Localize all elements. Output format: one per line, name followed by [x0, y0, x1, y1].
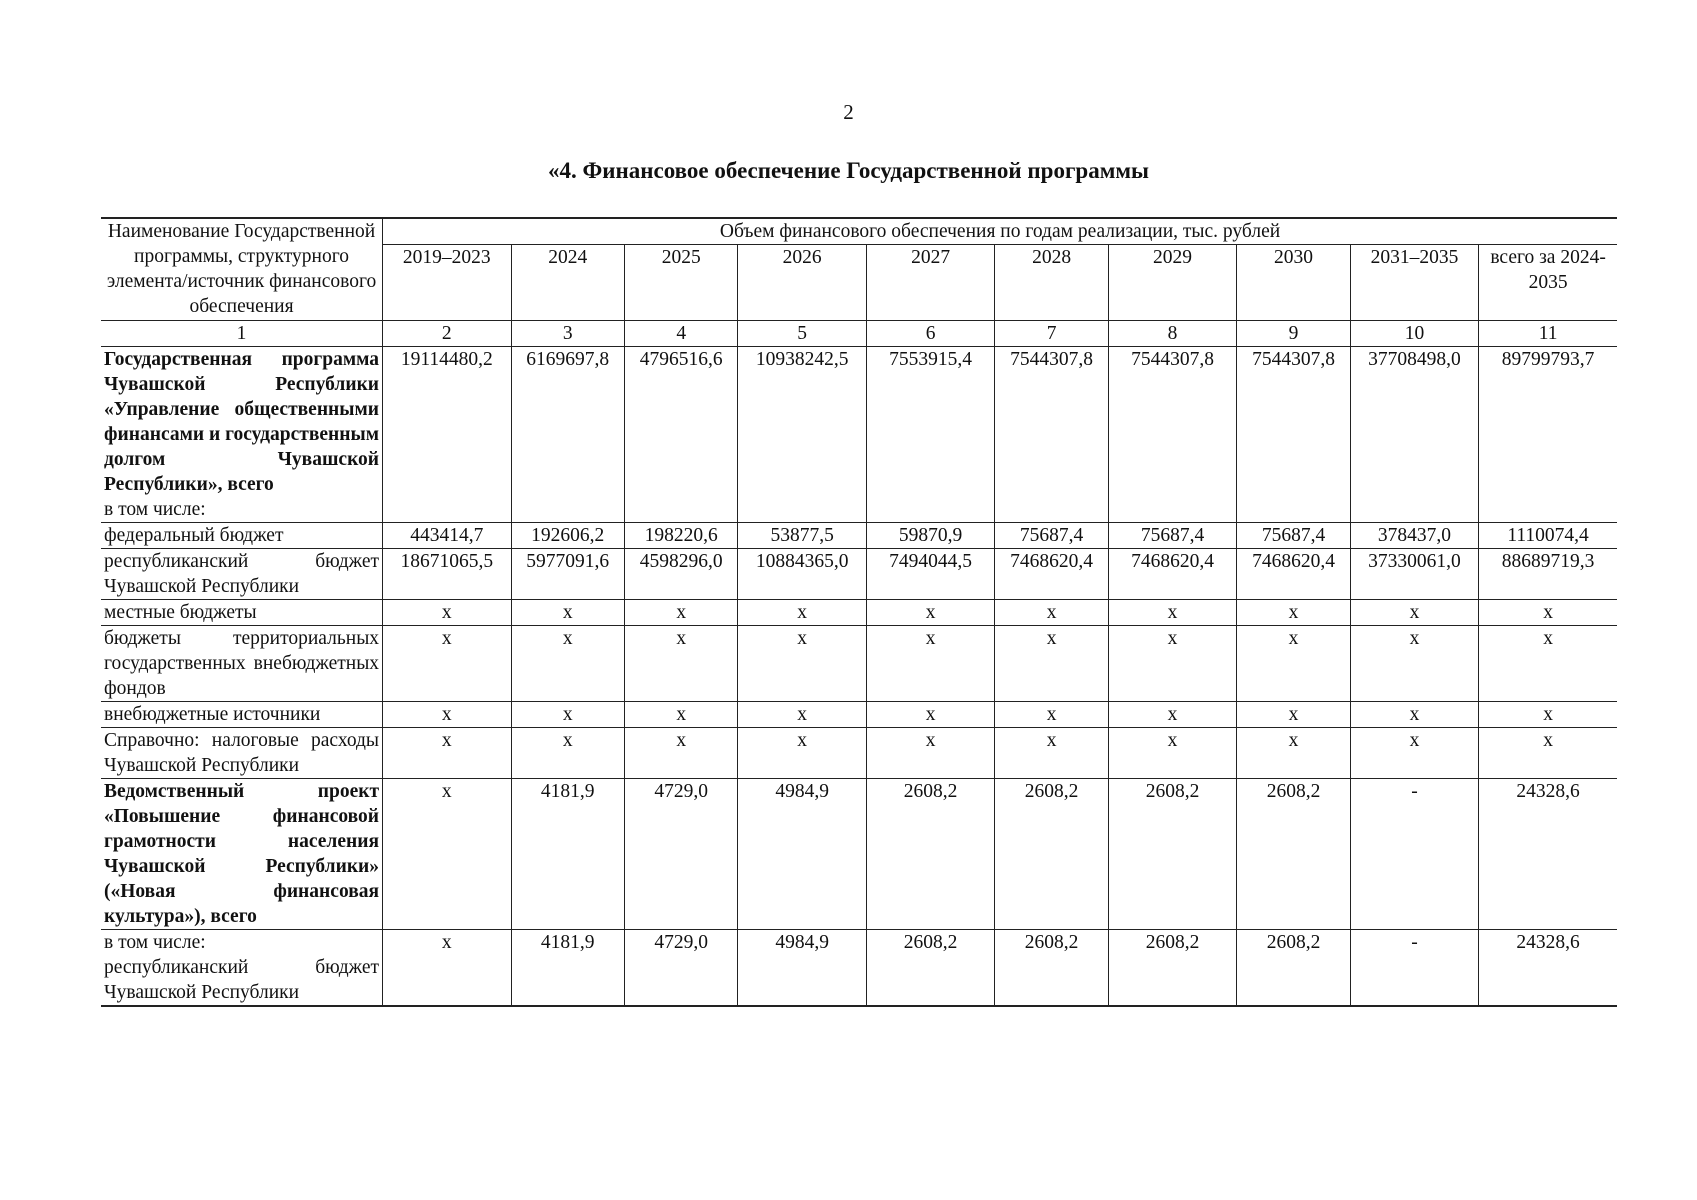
table-row [101, 702, 1617, 728]
value-cell: 59870,9 [866, 523, 994, 549]
row-subcaption: в том числе: [104, 499, 206, 520]
value-cell: х [383, 626, 511, 702]
row-name-cell [101, 779, 383, 930]
column-number: 3 [511, 321, 624, 347]
value-cell: х [1108, 600, 1236, 626]
value-cell: - [1350, 930, 1478, 1007]
value-cell: х [1108, 702, 1236, 728]
value-cell: х [511, 600, 624, 626]
value-cell: х [383, 930, 511, 1007]
year-column-header: 2030 [1237, 245, 1350, 321]
funding-group-header: Объем финансового обеспечения по годам реализации, тыс. рублей [383, 218, 1617, 245]
value-cell: 7494044,5 [866, 549, 994, 600]
value-cell: х [866, 728, 994, 779]
value-cell: 378437,0 [1350, 523, 1478, 549]
year-column-header: 2031–2035 [1350, 245, 1478, 321]
value-cell: 2608,2 [995, 779, 1108, 930]
value-cell: 2608,2 [1237, 779, 1350, 930]
name-column-header: Наименование Государственной программы, структурного элемента/источник финансового обеспечения [101, 218, 383, 321]
value-cell: х [511, 702, 624, 728]
value-cell: 7544307,8 [995, 347, 1108, 523]
column-number: 2 [383, 321, 511, 347]
table-row [101, 626, 1617, 702]
value-cell: х [866, 702, 994, 728]
row-name: Государственная программа Чувашской Республики «Управление общественными финансами и государственным долгом Чувашской Республики», всего [104, 349, 380, 495]
column-number: 10 [1350, 321, 1478, 347]
row-name-cell [101, 728, 383, 779]
value-cell: х [738, 626, 866, 702]
value-cell: х [995, 600, 1108, 626]
value-cell: 7553915,4 [866, 347, 994, 523]
value-cell: 2608,2 [866, 930, 994, 1007]
year-column-header: 2028 [995, 245, 1108, 321]
row-name-cell [101, 549, 383, 600]
value-cell: 75687,4 [995, 523, 1108, 549]
row-name: республиканский бюджет Чувашской Республики [104, 957, 380, 1003]
row-name: внебюджетные источники [104, 704, 321, 725]
table-row [101, 779, 1617, 930]
value-cell: х [624, 702, 737, 728]
year-column-header: всего за 2024-2035 [1479, 245, 1617, 321]
value-cell: 7544307,8 [1237, 347, 1350, 523]
row-name: Справочно: налоговые расходы Чувашской Республики [104, 730, 380, 776]
table-row [101, 728, 1617, 779]
value-cell: х [1237, 702, 1350, 728]
value-cell: 24328,6 [1479, 779, 1617, 930]
value-cell: х [1479, 702, 1617, 728]
value-cell: 75687,4 [1237, 523, 1350, 549]
value-cell: 10884365,0 [738, 549, 866, 600]
value-cell: х [1479, 728, 1617, 779]
value-cell: х [1237, 600, 1350, 626]
value-cell: 89799793,7 [1479, 347, 1617, 523]
page-number: 2 [843, 100, 854, 124]
value-cell: х [1237, 626, 1350, 702]
value-cell: 4598296,0 [624, 549, 737, 600]
value-cell: 7468620,4 [1108, 549, 1236, 600]
value-cell: х [383, 728, 511, 779]
value-cell: 198220,6 [624, 523, 737, 549]
value-cell: 4181,9 [511, 930, 624, 1007]
value-cell: х [383, 600, 511, 626]
row-name-cell [101, 702, 383, 728]
value-cell: х [624, 600, 737, 626]
value-cell: - [1350, 779, 1478, 930]
value-cell: 1110074,4 [1479, 523, 1617, 549]
value-cell: х [1108, 728, 1236, 779]
value-cell: 4181,9 [511, 779, 624, 930]
row-name-cell [101, 626, 383, 702]
value-cell: 2608,2 [1108, 930, 1236, 1007]
value-cell: 4729,0 [624, 779, 737, 930]
value-cell: 2608,2 [1237, 930, 1350, 1007]
value-cell: х [1237, 728, 1350, 779]
column-number: 7 [995, 321, 1108, 347]
value-cell: 4984,9 [738, 930, 866, 1007]
value-cell: 37330061,0 [1350, 549, 1478, 600]
column-number: 11 [1479, 321, 1617, 347]
value-cell: х [1108, 626, 1236, 702]
value-cell: х [995, 702, 1108, 728]
column-number: 4 [624, 321, 737, 347]
value-cell: 18671065,5 [383, 549, 511, 600]
value-cell: 4984,9 [738, 779, 866, 930]
table-row [101, 600, 1617, 626]
row-name-cell [101, 930, 383, 1007]
value-cell: х [738, 728, 866, 779]
value-cell: х [738, 600, 866, 626]
value-cell: х [866, 600, 994, 626]
table-row [101, 930, 1617, 1007]
value-cell: 4729,0 [624, 930, 737, 1007]
row-name: федеральный бюджет [104, 525, 284, 546]
value-cell: х [738, 702, 866, 728]
row-prefix: в том числе: [104, 932, 206, 953]
value-cell: 443414,7 [383, 523, 511, 549]
financing-table [101, 217, 1617, 1007]
row-name-cell [101, 600, 383, 626]
value-cell: 7544307,8 [1108, 347, 1236, 523]
year-column-header: 2024 [511, 245, 624, 321]
value-cell: 7468620,4 [1237, 549, 1350, 600]
row-name: бюджеты территориальных государственных внебюджетных фондов [104, 628, 380, 699]
value-cell: х [1479, 626, 1617, 702]
value-cell: 24328,6 [1479, 930, 1617, 1007]
year-column-header: 2027 [866, 245, 994, 321]
value-cell: 2608,2 [866, 779, 994, 930]
row-name-cell [101, 523, 383, 549]
value-cell: 19114480,2 [383, 347, 511, 523]
value-cell: х [383, 779, 511, 930]
value-cell: 53877,5 [738, 523, 866, 549]
year-column-header: 2025 [624, 245, 737, 321]
value-cell: 10938242,5 [738, 347, 866, 523]
value-cell: 192606,2 [511, 523, 624, 549]
value-cell: 2608,2 [1108, 779, 1236, 930]
column-number: 9 [1237, 321, 1350, 347]
value-cell: х [511, 626, 624, 702]
value-cell: 7468620,4 [995, 549, 1108, 600]
row-name: местные бюджеты [104, 602, 257, 623]
table-row [101, 347, 1617, 523]
value-cell: 37708498,0 [1350, 347, 1478, 523]
value-cell: х [866, 626, 994, 702]
value-cell: 4796516,6 [624, 347, 737, 523]
year-column-header: 2026 [738, 245, 866, 321]
table-row [101, 549, 1617, 600]
column-number: 6 [866, 321, 994, 347]
value-cell: х [1350, 600, 1478, 626]
value-cell: 88689719,3 [1479, 549, 1617, 600]
value-cell: 5977091,6 [511, 549, 624, 600]
value-cell: х [995, 728, 1108, 779]
value-cell: х [383, 702, 511, 728]
year-column-header: 2019–2023 [383, 245, 511, 321]
value-cell: х [624, 626, 737, 702]
row-name: Ведомственный проект «Повышение финансовой грамотности населения Чувашской Республики» («Новая финансовая культура»), всего [104, 781, 380, 927]
value-cell: х [1350, 626, 1478, 702]
column-number: 8 [1108, 321, 1236, 347]
document-title: «4. Финансовое обеспечение Государственной программы [548, 158, 1149, 183]
column-number: 1 [101, 321, 383, 347]
year-column-header: 2029 [1108, 245, 1236, 321]
column-number: 5 [738, 321, 866, 347]
table-row [101, 523, 1617, 549]
value-cell: 75687,4 [1108, 523, 1236, 549]
value-cell: х [995, 626, 1108, 702]
value-cell: х [1479, 600, 1617, 626]
value-cell: 2608,2 [995, 930, 1108, 1007]
value-cell: х [624, 728, 737, 779]
row-name: республиканский бюджет Чувашской Республики [104, 551, 380, 597]
value-cell: х [511, 728, 624, 779]
value-cell: х [1350, 702, 1478, 728]
value-cell: 6169697,8 [511, 347, 624, 523]
row-name-cell [101, 347, 383, 523]
value-cell: х [1350, 728, 1478, 779]
